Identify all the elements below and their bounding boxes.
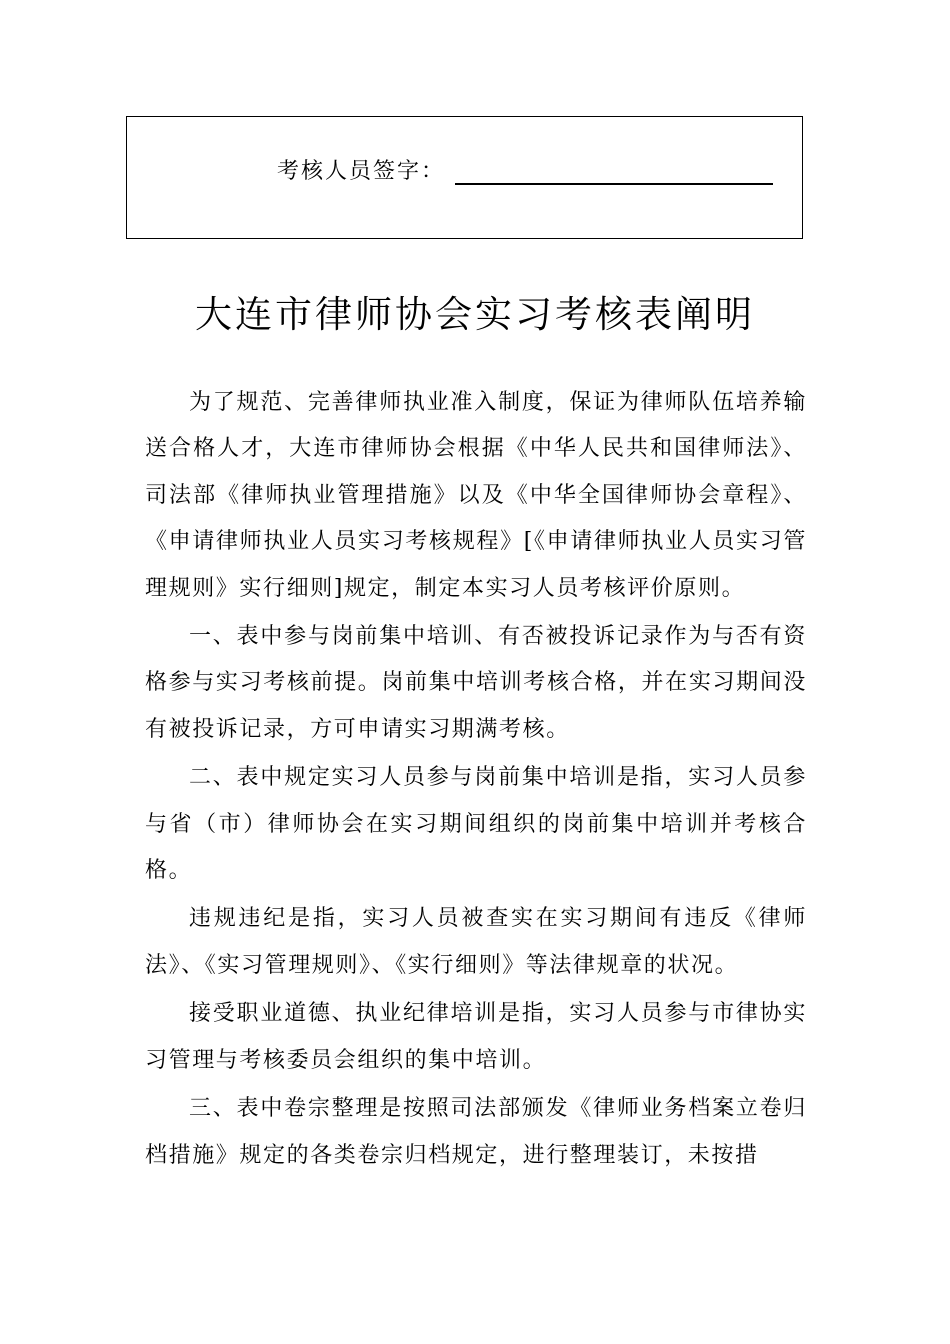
document-title: 大连市律师协会实习考核表阐明 [195,293,755,336]
signature-row [277,154,773,185]
signature-box [126,116,803,239]
paragraph-section-1: 一、表中参与岗前集中培训、有否被投诉记录作为与否有资格参与实习考核前提。岗前集中培训考核合格，并在实习期间没有被投诉记录，方可申请实习期满考核。 [145,624,807,742]
paragraph-intro: 为了规范、完善律师执业准入制度，保证为律师队伍培养输送合格人才，大连市律师协会根据《中华人民共和国律师法》、司法部《律师执业管理措施》以及《中华全国律师协会章程》、《申请律师执业人员实习考核规程》[《申请律师执业人员实习管理规则》实行细则]规定，制定本实习人员考核评价原则。 [145,390,807,601]
paragraph-section-2: 二、表中规定实习人员参与岗前集中培训是指，实习人员参与省（市）律师协会在实习期间组织的岗前集中培训并考核合格。 [145,765,807,884]
signature-line[interactable] [455,157,773,185]
paragraph-violation: 违规违纪是指，实习人员被查实在实习期间有违反《律师法》、《实习管理规则》、《实行细则》等法律规章的状况。 [145,906,807,978]
paragraph-ethics-training: 接受职业道德、执业纪律培训是指，实习人员参与市律协实习管理与考核委员会组织的集中培训。 [145,1001,807,1073]
paragraph-section-3: 三、表中卷宗整理是按照司法部颁发《律师业务档案立卷归档措施》规定的各类卷宗归档规定，进行整理装订，未按措 [145,1096,807,1168]
document-body [145,380,807,1181]
signature-label: 考核人员签字： [277,159,446,184]
